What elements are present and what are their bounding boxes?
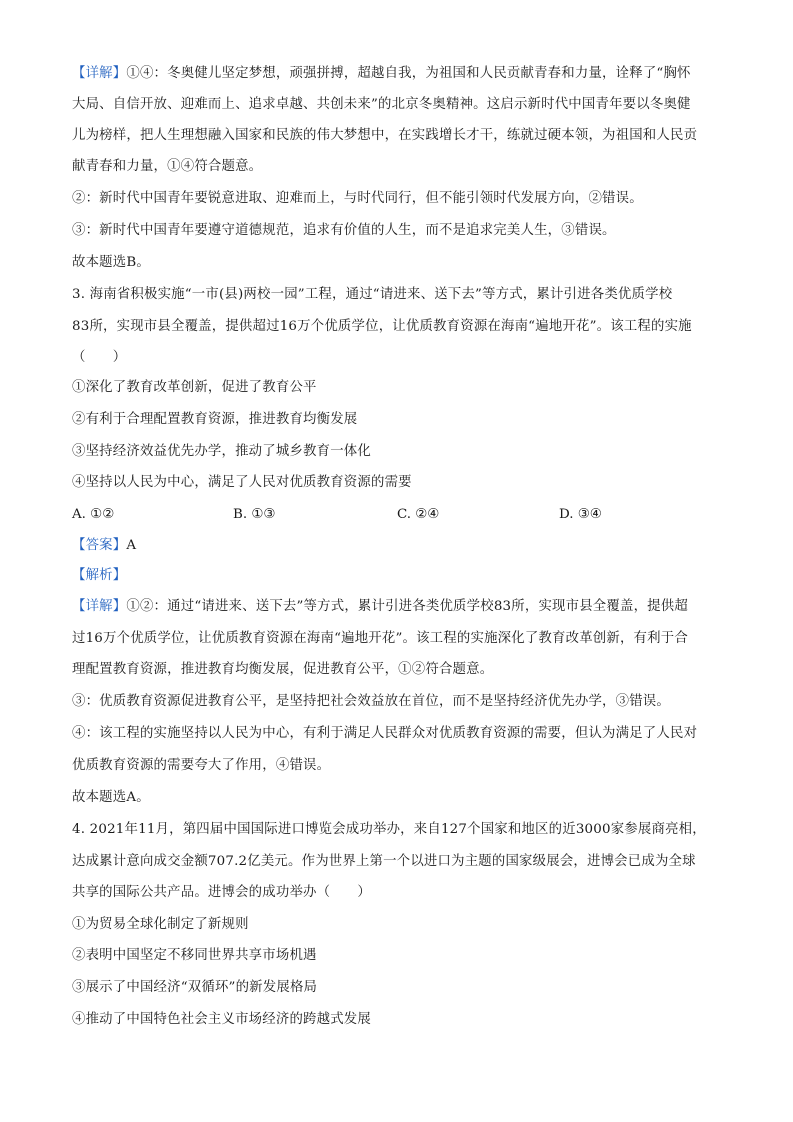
q3-detail-line-2: 过16万个优质学位，让优质教育资源在海南“遍地开花”。该工程的实施深化了教育改革创新，有利于合	[72, 631, 688, 646]
q2-detail-line-2: 大局、自信开放、迎难而上、追求卓越、共创未来”的北京冬奥精神。这启示新时代中国青年要以冬奥健	[72, 97, 691, 112]
answer-value: A	[126, 538, 137, 553]
q3-option-c: C. ②④	[397, 507, 440, 522]
q3-detail-line-3: 理配置教育资源，推进教育均衡发展，促进教育公平，①②符合题意。	[72, 662, 494, 677]
q3-statement-3: ③坚持经济效益优先办学，推动了城乡教育一体化	[72, 444, 371, 459]
q4-statement-2: ②表明中国坚定不移同世界共享市场机遇	[72, 948, 317, 963]
q2-conclusion: 故本题选B。	[72, 255, 150, 270]
q2-detail-line-1: 【详解】①④：冬奥健儿坚定梦想，顽强拼搏，超越自我，为祖国和人民贡献青春和力量，诠释了“胸怀	[72, 66, 691, 81]
q3-stem-line-2: 83所，实现市县全覆盖，提供超过16万个优质学位，让优质教育资源在海南“遍地开花”。该工程的实施	[72, 319, 692, 334]
detail-tag: 【详解】	[72, 66, 127, 81]
q3-option-d: D. ③④	[559, 507, 602, 522]
q3-detail-line-6: 优质教育资源的需要夸大了作用，④错误。	[72, 758, 331, 773]
q3-statement-1: ①深化了教育改革创新，促进了教育公平	[72, 380, 317, 395]
q3-detail-line-5: ④：该工程的实施坚持以人民为中心，有利于满足人民群众对优质教育资源的需要，但认为满足了人民对	[72, 726, 698, 741]
q3-option-b: B. ①③	[233, 507, 276, 522]
q3-answer	[72, 536, 722, 556]
q3-statement-2: ②有利于合理配置教育资源，推进教育均衡发展	[72, 412, 358, 427]
q3-stem-line-3: （ ）	[72, 350, 127, 365]
q4-statement-1: ①为贸易全球化制定了新规则	[72, 917, 249, 932]
q2-detail-line-5: ②：新时代中国青年要锐意进取、迎难而上，与时代同行，但不能引领时代发展方向，②错误。	[72, 191, 643, 206]
q3-conclusion: 故本题选A。	[72, 790, 150, 805]
q3-detail-line-1: 【详解】①②：通过“请进来、送下去”等方式，累计引进各类优质学校83所，实现市县全覆盖，提供超	[72, 599, 688, 614]
q4-stem-line-2: 达成累计意向成交金额707.2亿美元。作为世界上第一个以进口为主题的国家级展会，进博会已成为全球	[72, 854, 696, 869]
q3-detail-line-4: ③：优质教育资源促进教育公平，是坚持把社会效益放在首位，而不是坚持经济优先办学，③错误。	[72, 694, 670, 709]
answer-tag: 【答案】	[72, 538, 127, 553]
q2-detail-line-3: 儿为榜样，把人生理想融入国家和民族的伟大梦想中，在实践增长才干，练就过硬本领，为祖国和人民贡	[72, 128, 698, 143]
detail-tag: 【详解】	[72, 599, 127, 614]
q4-statement-4: ④推动了中国特色社会主义市场经济的跨越式发展	[72, 1012, 371, 1027]
q4-stem-line-1: 4. 2021年11月，第四届中国国际进口博览会成功举办，来自127个国家和地区的近3000家参展商亮相，	[72, 822, 706, 837]
q4-statement-3: ③展示了中国经济“双循环”的新发展格局	[72, 980, 318, 995]
q4-stem-line-3: 共享的国际公共产品。进博会的成功举办（ ）	[72, 885, 371, 900]
q3-statement-4: ④坚持以人民为中心，满足了人民对优质教育资源的需要	[72, 475, 412, 490]
q2-detail-line-4: 献青春和力量，①④符合题意。	[72, 159, 263, 174]
q2-detail-line-6: ③：新时代中国青年要遵守道德规范，追求有价值的人生，而不是追求完美人生，③错误。	[72, 223, 616, 238]
q3-stem-line-1: 3. 海南省积极实施“一市(县)两校一园”工程，通过“请进来、送下去”等方式，累计引进各类优质学校	[72, 287, 673, 302]
q3-analysis-tag: 【解析】	[72, 568, 127, 583]
q3-option-a: A. ①②	[72, 507, 115, 522]
